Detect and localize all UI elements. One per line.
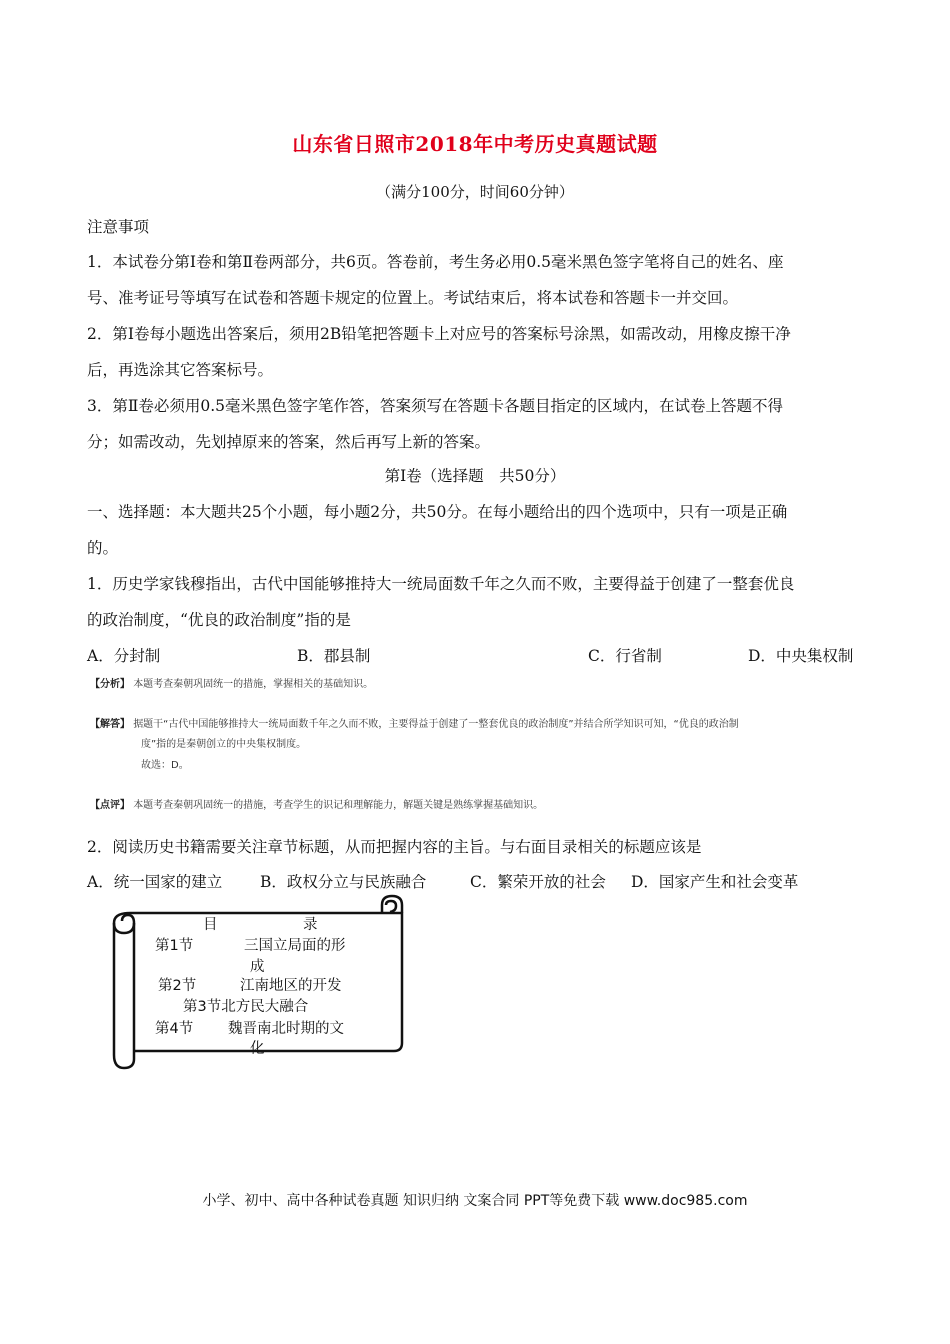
- scroll-heading-right: 录: [303, 917, 318, 933]
- notice-heading: 注意事项: [87, 218, 150, 236]
- section-intro-line-1: 一、选择题：本大题共25个小题，每小题2分，共50分。在每小题给出的四个选项中，只有一项是正确: [87, 503, 788, 521]
- comment-text: 本题考查秦朝巩固统一的措施，考查学生的识记和理解能力，解题关键是熟练掌握基础知识。: [133, 800, 544, 811]
- page-footer: 小学、初中、高中各种试卷真题 知识归纳 文案合同 PPT等免费下载 www.doc985.com: [202, 1193, 748, 1209]
- toc-section-3: 第3节北方民大融合: [183, 999, 309, 1015]
- section-heading: 第Ⅰ卷（选择题 共50分）: [384, 467, 566, 485]
- question-1-option-d: D．中央集权制: [748, 647, 854, 665]
- answer-tag: 【解答】: [90, 719, 130, 730]
- answer-line-1: 据题干“古代中国能够推持大一统局面数千年之久而不败，主要得益于创建了一整套优良的政治制度”并结合所学知识可知，“优良的政治制: [133, 719, 739, 730]
- question-1-comment: [90, 797, 543, 815]
- notice-item-1-line-1: 1．本试卷分第Ⅰ卷和第Ⅱ卷两部分，共6页。答卷前，考生务必用0.5毫米黑色签字笔将自己的姓名、座: [87, 253, 784, 271]
- notice-item-2-line-1: 2．第Ⅰ卷每小题选出答案后，须用2B铅笔把答题卡上对应号的答案标号涂黑，如需改动，用橡皮擦干净: [87, 325, 791, 343]
- page-subtitle: （满分100分，时间60分钟）: [376, 183, 574, 201]
- notice-item-1-line-2: 号、准考证号等填写在试卷和答题卡规定的位置上。考试结束后，将本试卷和答题卡一并交回。: [87, 289, 739, 307]
- notice-item-3-line-2: 分；如需改动，先划掉原来的答案，然后再写上新的答案。: [87, 433, 491, 451]
- section-intro-line-2: 的。: [87, 539, 119, 557]
- question-2-option-d: D．国家产生和社会变革: [631, 873, 799, 891]
- question-2-option-c: C．繁荣开放的社会: [470, 873, 606, 891]
- question-1-analysis: [90, 676, 373, 694]
- question-2-option-a: A．统一国家的建立: [87, 873, 223, 891]
- toc-section-4-title-cont: 化: [250, 1041, 265, 1057]
- question-2-option-b: B．政权分立与民族融合: [260, 873, 427, 891]
- question-1-option-b: B．郡县制: [297, 647, 371, 665]
- question-1-answer: [90, 716, 739, 734]
- question-1-option-a: A．分封制: [87, 647, 161, 665]
- analysis-text: 本题考查秦朝巩固统一的措施，掌握相关的基础知识。: [133, 679, 374, 690]
- toc-section-4-title: 魏晋南北时期的文: [228, 1021, 344, 1037]
- notice-item-3-line-1: 3．第Ⅱ卷必须用0.5毫米黑色签字笔作答，答案须写在答题卡各题目指定的区域内，在试卷上答题不得: [87, 397, 784, 415]
- toc-section-4-label: 第4节: [155, 1021, 194, 1037]
- toc-section-1-title-cont: 成: [250, 959, 265, 975]
- toc-section-2-title: 江南地区的开发: [240, 978, 342, 994]
- notice-item-2-line-2: 后，再选涂其它答案标号。: [87, 361, 274, 379]
- comment-tag: 【点评】: [90, 800, 130, 811]
- toc-section-1-title: 三国立局面的形: [244, 938, 346, 954]
- page-title: 山东省日照市2018年中考历史真题试题: [292, 132, 658, 156]
- analysis-tag: 【分析】: [90, 679, 130, 690]
- question-1-option-c: C．行省制: [588, 647, 662, 665]
- answer-line-3: 故选：D。: [141, 760, 189, 771]
- question-2-line-1: 2．阅读历史书籍需要关注章节标题，从而把握内容的主旨。与右面目录相关的标题应该是: [87, 838, 702, 856]
- answer-line-2: 度”指的是秦朝创立的中央集权制度。: [141, 739, 307, 750]
- toc-section-1-label: 第1节: [155, 938, 194, 954]
- scroll-heading-left: 目: [203, 917, 218, 933]
- toc-section-2-label: 第2节: [158, 978, 197, 994]
- question-1-line-2: 的政治制度，“优良的政治制度”指的是: [87, 611, 351, 629]
- question-1-line-1: 1．历史学家钱穆指出，古代中国能够推持大一统局面数千年之久而不败，主要得益于创建了一整套优良: [87, 575, 795, 593]
